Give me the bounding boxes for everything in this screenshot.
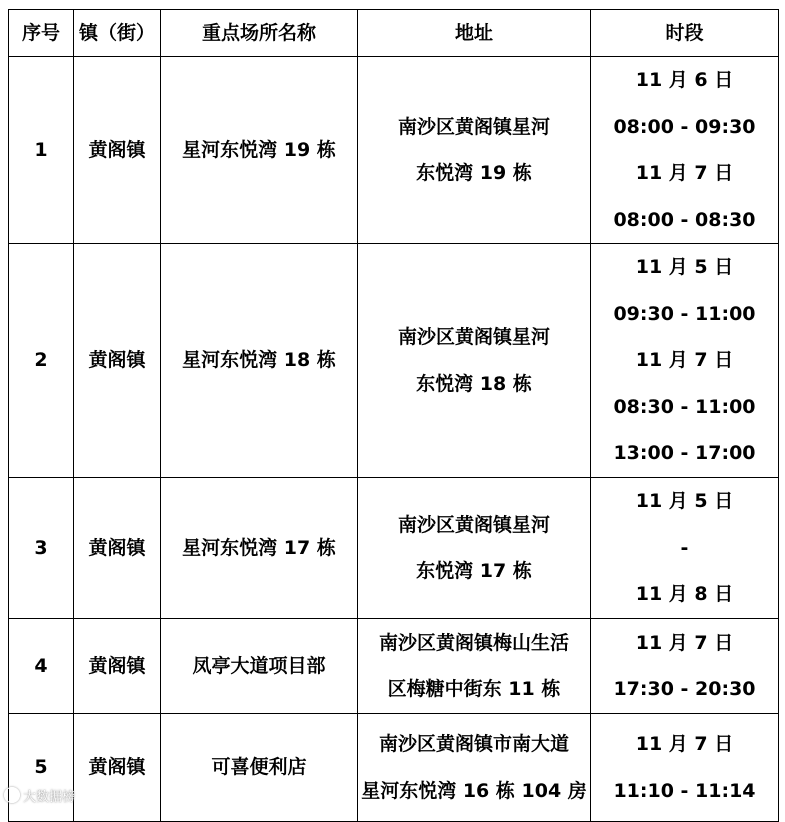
period-line: 09:30 - 11:00: [613, 302, 756, 325]
header-place: 重点场所名称: [161, 10, 358, 57]
cell-town: 黄阁镇: [74, 244, 161, 478]
cell-no: 3: [9, 478, 74, 619]
cell-address: [358, 714, 591, 822]
cell-period: [591, 714, 779, 822]
address-line: 南沙区黄阁镇梅山生活: [378, 631, 569, 654]
cell-place: 星河东悦湾 17 栋: [161, 478, 358, 619]
period-line: 08:30 - 11:00: [613, 395, 756, 418]
key-places-table: [8, 9, 779, 822]
table-row: [9, 244, 779, 478]
period-line: 11 月 5 日: [635, 490, 734, 513]
period-line: 08:00 - 08:30: [613, 208, 756, 231]
cell-no: 4: [9, 619, 74, 714]
header-no: 序号: [9, 10, 74, 57]
cell-place-text: 可喜便利店: [211, 756, 307, 778]
period-line: 11 月 6 日: [635, 69, 734, 91]
address-line: 南沙区黄阁镇星河: [397, 115, 550, 138]
cell-address: [358, 619, 591, 714]
cell-no: 2: [9, 244, 74, 478]
table-row: [9, 57, 779, 244]
cell-address: [358, 244, 591, 478]
cell-place: 星河东悦湾 19 栋: [161, 57, 358, 244]
cell-period: [591, 478, 779, 619]
table-header-row: [9, 10, 779, 57]
cell-place: 凤亭大道项目部: [161, 619, 358, 714]
period-line: 11 月 7 日: [635, 631, 734, 654]
cell-town: 黄阁镇: [74, 57, 161, 244]
cell-town: [74, 714, 161, 822]
address-line: 区梅糖中街东 11 栋: [387, 678, 561, 700]
period-line: 11 月 8 日: [635, 583, 734, 606]
period-line: 13:00 - 17:00: [613, 442, 756, 465]
address-line: 南沙区黄阁镇星河: [397, 513, 550, 536]
address-line: 东悦湾 17 栋: [416, 560, 532, 582]
watermark-logo-icon: [4, 787, 20, 803]
cell-place: 星河东悦湾 18 栋: [161, 244, 358, 478]
period-line: 17:30 - 20:30: [613, 678, 756, 700]
period-line: 08:00 - 09:30: [613, 115, 756, 138]
period-line: 11 月 7 日: [635, 162, 734, 184]
address-line: 南沙区黄阁镇星河: [397, 326, 550, 348]
header-town: 镇（街）: [74, 10, 161, 57]
period-line: 11 月 7 日: [635, 733, 734, 755]
cell-address: [358, 57, 591, 244]
cell-place: [161, 714, 358, 822]
watermark: [4, 786, 75, 805]
cell-town-text: 黄阁镇: [88, 756, 146, 778]
cell-town: 黄阁镇: [74, 478, 161, 619]
address-line: 东悦湾 19 栋: [416, 162, 532, 184]
header-address: 地址: [358, 10, 591, 57]
cell-no: 1: [9, 57, 74, 244]
cell-period: [591, 619, 779, 714]
period-line: 11 月 5 日: [635, 256, 734, 279]
period-line: -: [680, 536, 689, 559]
header-period: 时段: [591, 10, 779, 57]
cell-town: 黄阁镇: [74, 619, 161, 714]
address-line: 东悦湾 18 栋: [416, 372, 532, 395]
table-row: [9, 714, 779, 822]
cell-period: [591, 57, 779, 244]
cell-no-text: 5: [34, 756, 48, 778]
address-line: 星河东悦湾 16 栋 104 房: [361, 779, 587, 802]
address-line: 南沙区黄阁镇市南大道: [378, 733, 569, 755]
period-line: 11 月 7 日: [635, 349, 734, 372]
cell-period: [591, 244, 779, 478]
cell-no: [9, 714, 74, 822]
table-row: [9, 478, 779, 619]
period-line: 11:10 - 11:14: [613, 779, 756, 802]
watermark-text: 大数据榜: [23, 790, 76, 805]
table-row: [9, 619, 779, 714]
cell-address: [358, 478, 591, 619]
